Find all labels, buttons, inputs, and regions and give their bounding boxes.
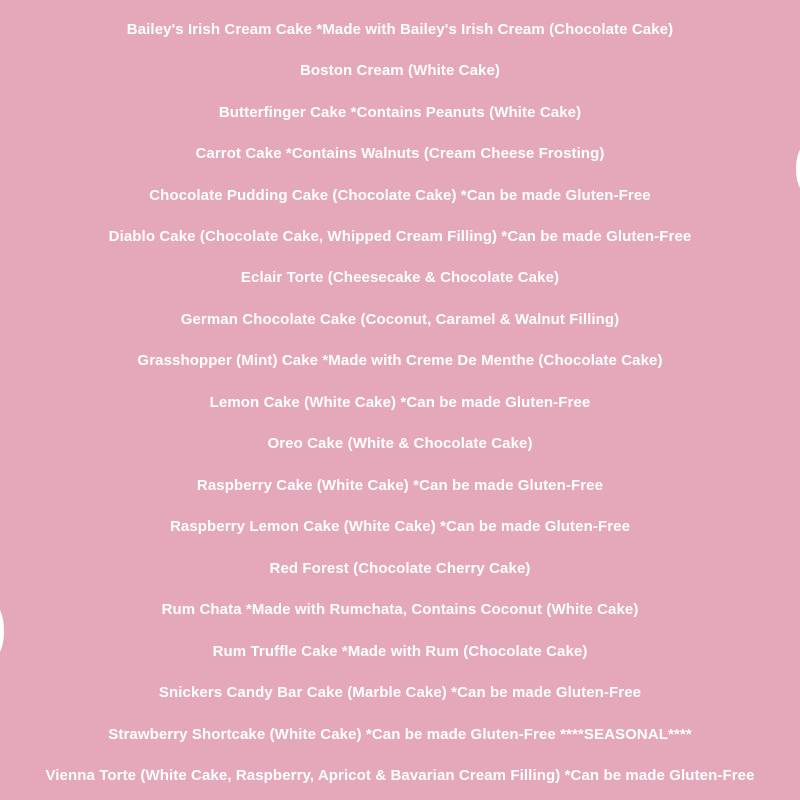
cake-flavor-item: Bailey's Irish Cream Cake *Made with Bailey's Irish Cream (Chocolate Cake): [126, 21, 674, 38]
cake-flavor-item: Grasshopper (Mint) Cake *Made with Creme De Menthe (Chocolate Cake): [137, 352, 663, 369]
cake-flavor-item: Red Forest (Chocolate Cherry Cake): [269, 560, 531, 577]
cake-flavor-item: Rum Truffle Cake *Made with Rum (Chocolate Cake): [212, 643, 588, 660]
cake-flavor-item: Oreo Cake (White & Chocolate Cake): [267, 435, 533, 452]
cake-flavor-item: Raspberry Lemon Cake (White Cake) *Can be made Gluten-Free: [169, 518, 631, 535]
cake-flavor-item: Raspberry Cake (White Cake) *Can be made Gluten-Free: [196, 477, 604, 494]
cake-flavor-item: Diablo Cake (Chocolate Cake, Whipped Cream Filling) *Can be made Gluten-Free: [108, 228, 692, 245]
cake-flavor-item: Carrot Cake *Contains Walnuts (Cream Cheese Frosting): [195, 145, 605, 162]
cake-flavor-item: Boston Cream (White Cake): [299, 62, 501, 79]
cake-flavor-item: Eclair Torte (Cheesecake & Chocolate Cake): [240, 269, 560, 286]
cake-flavor-item: Rum Chata *Made with Rumchata, Contains Coconut (White Cake): [161, 601, 639, 618]
cake-flavor-item: German Chocolate Cake (Coconut, Caramel & Walnut Filling): [180, 311, 620, 328]
cake-flavor-item: Strawberry Shortcake (White Cake) *Can be made Gluten-Free ****SEASONAL****: [108, 726, 692, 743]
cake-flavor-item: Lemon Cake (White Cake) *Can be made Gluten-Free: [209, 394, 591, 411]
cake-flavor-item: Vienna Torte (White Cake, Raspberry, Apricot & Bavarian Cream Filling) *Can be made Gluten-Free: [45, 767, 755, 784]
cake-flavor-item: Butterfinger Cake *Contains Peanuts (White Cake): [218, 104, 582, 121]
cake-flavor-item: Snickers Candy Bar Cake (Marble Cake) *Can be made Gluten-Free: [158, 684, 642, 701]
cake-flavor-item: Chocolate Pudding Cake (Chocolate Cake) *Can be made Gluten-Free: [149, 187, 651, 204]
